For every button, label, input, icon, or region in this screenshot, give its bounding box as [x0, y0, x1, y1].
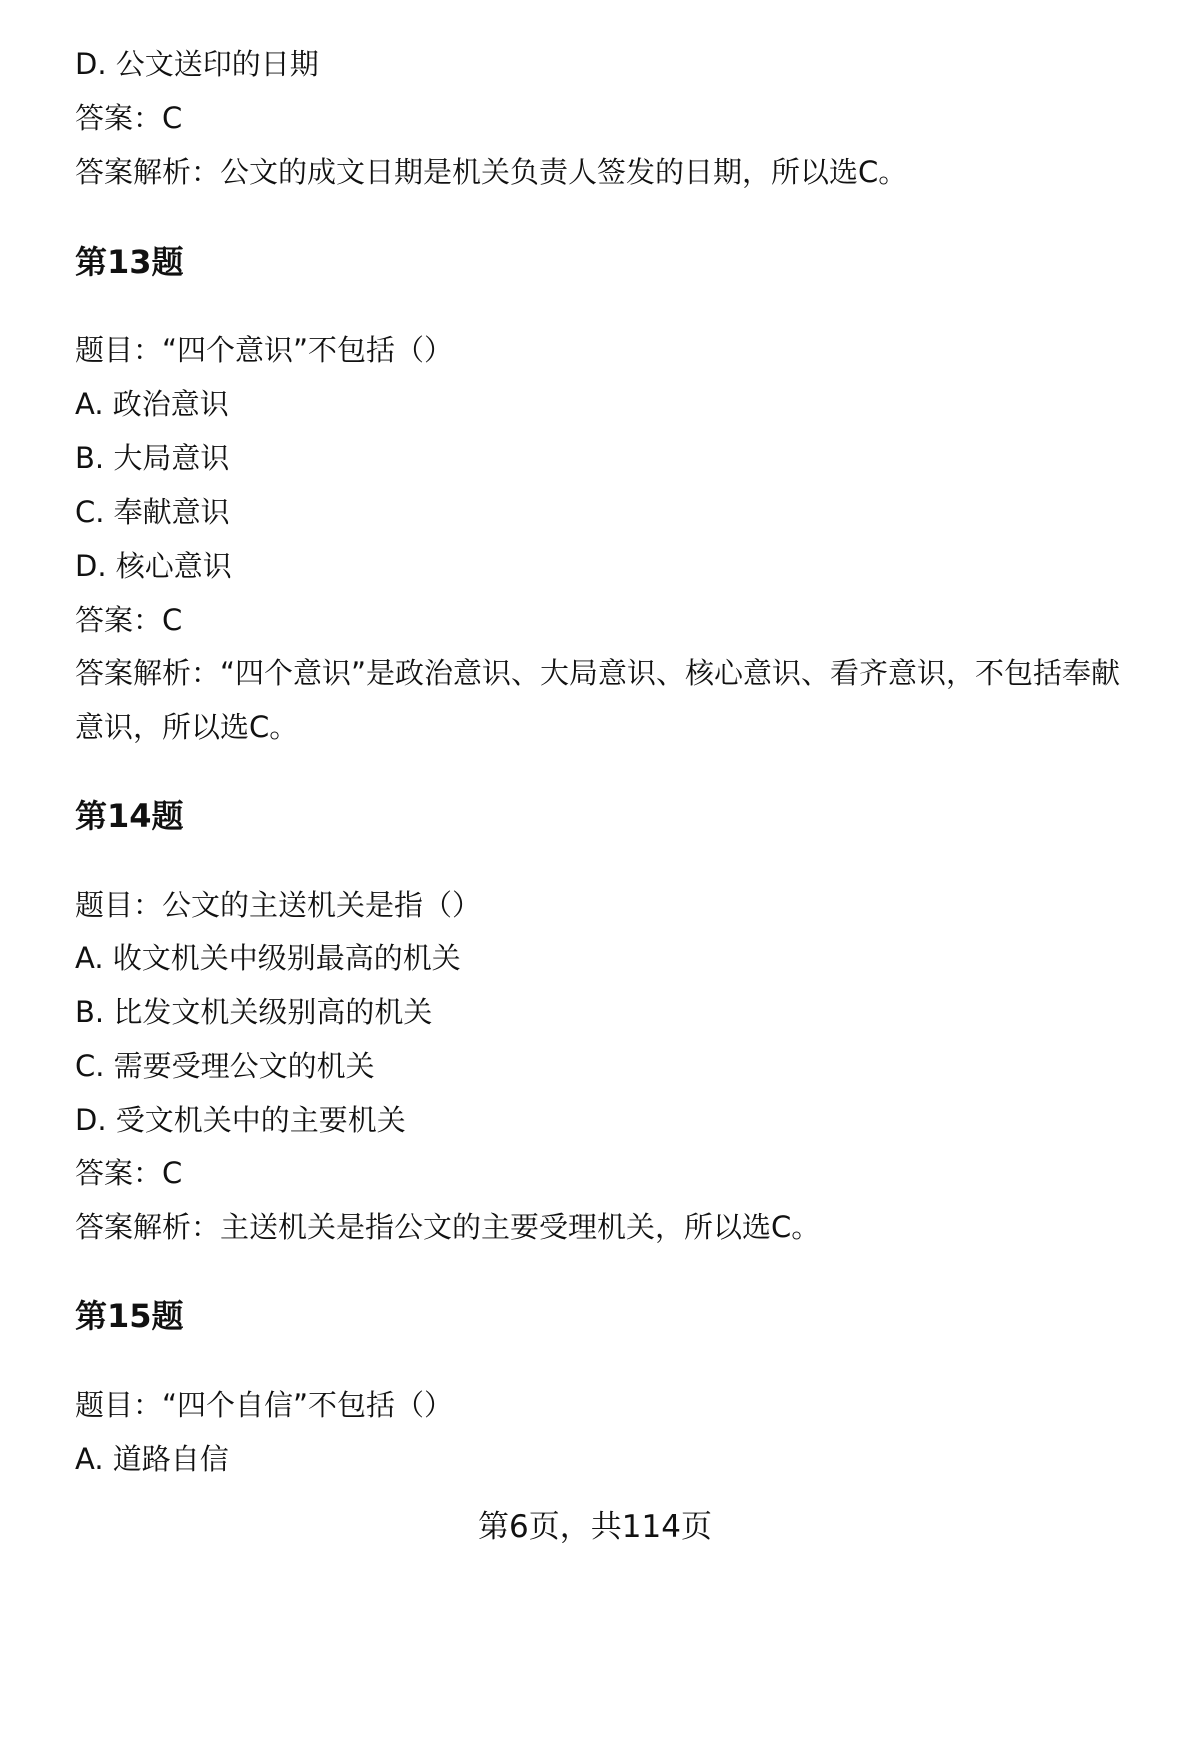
q13-question: 题目：“四个意识”不包括（）: [75, 333, 454, 367]
q13-option-b: B. 大局意识: [75, 441, 230, 475]
q12-answer: 答案：C: [75, 101, 183, 135]
q14-option-c: C. 需要受理公文的机关: [75, 1049, 375, 1083]
q14-question: 题目：公文的主送机关是指（）: [75, 888, 482, 922]
page-number-footer: 第6页，共114页: [478, 1509, 712, 1545]
q14-heading: 第14题: [75, 797, 184, 835]
q13-option-d: D. 核心意识: [75, 549, 232, 583]
q12-analysis: 答案解析：公文的成文日期是机关负责人签发的日期，所以选C。: [75, 155, 908, 189]
q13-analysis-line2: 意识，所以选C。: [75, 710, 299, 744]
q14-analysis: 答案解析：主送机关是指公文的主要受理机关，所以选C。: [75, 1210, 821, 1244]
q13-option-a: A. 政治意识: [75, 387, 229, 421]
q14-option-a: A. 收文机关中级别最高的机关: [75, 941, 461, 975]
q13-analysis-line1: 答案解析：“四个意识”是政治意识、大局意识、核心意识、看齐意识，不包括奉献: [75, 656, 1121, 690]
q14-option-d: D. 受文机关中的主要机关: [75, 1103, 406, 1137]
q15-option-a: A. 道路自信: [75, 1442, 229, 1476]
q12-option-d: D. 公文送印的日期: [75, 47, 319, 81]
q13-answer: 答案：C: [75, 603, 183, 637]
q15-heading: 第15题: [75, 1297, 184, 1335]
q13-option-c: C. 奉献意识: [75, 495, 230, 529]
q14-answer: 答案：C: [75, 1156, 183, 1190]
q14-option-b: B. 比发文机关级别高的机关: [75, 995, 433, 1029]
q15-question: 题目：“四个自信”不包括（）: [75, 1388, 454, 1422]
q13-heading: 第13题: [75, 243, 184, 281]
